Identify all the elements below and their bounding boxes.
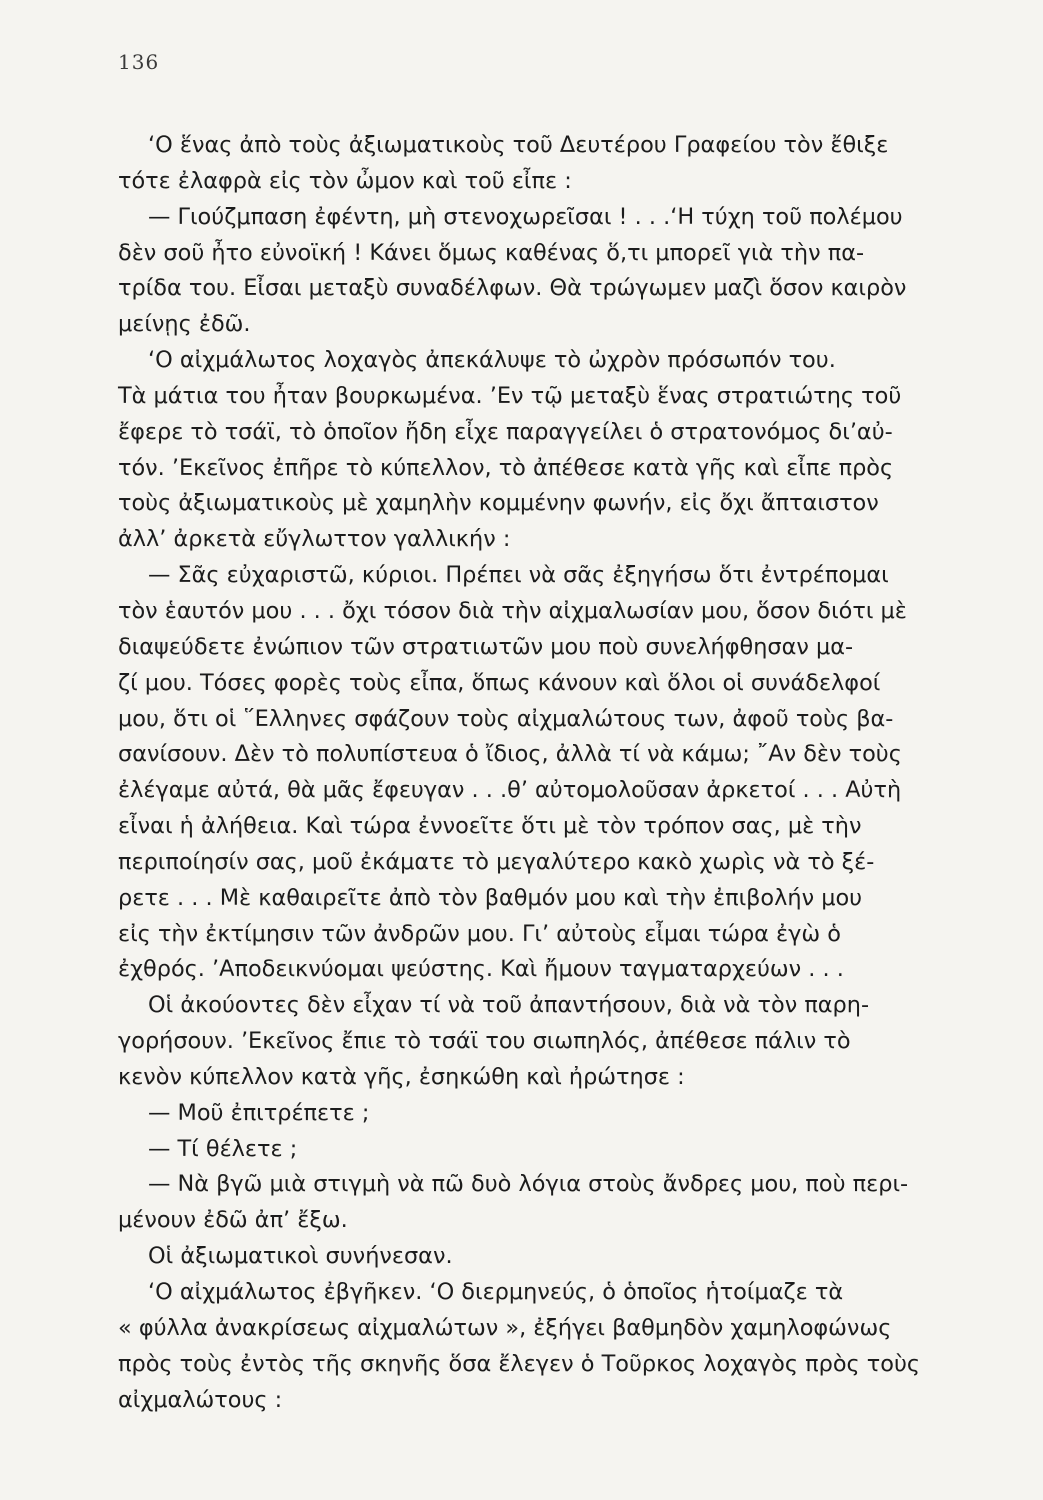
text-line: ἐχθρός. ’Αποδεικνύομαι ψεύστης. Καὶ ἤμουν ταγματαρχεύων . . . [118,956,844,983]
text-line: — Τί θέλετε ; [148,1135,298,1162]
text-line: τρίδα του. Εἶσαι μεταξὺ συναδέλφων. Θὰ τρώγωμεν μαζὶ ὅσον καιρὸν [118,275,907,302]
text-line: ζί μου. Τόσες φορὲς τοὺς εἶπα, ὅπως κάνουν καὶ ὅλοι οἱ συνάδελφοί [118,669,881,696]
text-line: μου, ὅτι οἱ ῞Ελληνες σφάζουν τοὺς αἰχμαλώτους των, ἀφοῦ τοὺς βα- [118,705,894,732]
text-line: μείνῃς ἐδῶ. [118,311,251,338]
text-line: γορήσουν. ’Εκεῖνος ἔπιε τὸ τσάϊ του σιωπηλός, ἀπέθεσε πάλιν τὸ [118,1028,851,1055]
text-line: διαψεύδετε ἐνώπιον τῶν στρατιωτῶν μου ποὺ συνελήφθησαν μα- [118,633,854,660]
text-line: εἰς τὴν ἐκτίμησιν τῶν ἀνδρῶν μου. Γι’ αὐτοὺς εἶμαι τώρα ἐγὼ ὁ [118,920,841,947]
page-number: 136 [118,50,160,74]
text-line: Τὰ μάτια του ἦταν βουρκωμένα. ’Εν τῷ μεταξὺ ἕνας στρατιώτης τοῦ [118,382,902,409]
text-line: — Γιούζμπαση ἐφέντη, μὴ στενοχωρεῖσαι ! . . .‘Η τύχη τοῦ πολέμου [148,203,903,230]
text-line: τόν. ’Εκεῖνος ἐπῆρε τὸ κύπελλον, τὸ ἀπέθεσε κατὰ γῆς καὶ εἶπε πρὸς [118,454,894,481]
text-line: εἶναι ἡ ἀλήθεια. Καὶ τώρα ἐννοεῖτε ὅτι μὲ τὸν τρόπον σας, μὲ τὴν [118,813,862,840]
text-line: περιποίησίν σας, μοῦ ἐκάματε τὸ μεγαλύτερο κακὸ χωρὶς νὰ τὸ ξέ- [118,848,875,875]
text-line: ρετε . . . Μὲ καθαιρεῖτε ἀπὸ τὸν βαθμόν μου καὶ τὴν ἐπιβολήν μου [118,884,863,911]
text-line: — Σᾶς εὐχαριστῶ, κύριοι. Πρέπει νὰ σᾶς ἐξηγήσω ὅτι ἐντρέπομαι [148,562,889,589]
text-line: ἔφερε τὸ τσάϊ, τὸ ὁποῖον ἤδη εἶχε παραγγείλει ὁ στρατονόμος δι’αὐ- [118,418,893,445]
text-line: ‘Ο αἰχμάλωτος ἐβγῆκεν. ‘Ο διερμηνεύς, ὁ ὁποῖος ἡτοίμαζε τὰ [148,1279,844,1305]
text-line: τοὺς ἀξιωματικοὺς μὲ χαμηλὴν κομμένην φωνήν, εἰς ὄχι ἄπταιστον [118,490,879,517]
text-line: « φύλλα ἀνακρίσεως αἰχμαλώτων », ἐξήγει βαθμηδὸν χαμηλοφώνως [118,1314,892,1341]
text-line: αἰχμαλώτους : [118,1386,283,1413]
text-line: — Νὰ βγῶ μιὰ στιγμὴ νὰ πῶ δυὸ λόγια στοὺς ἄνδρες μου, ποὺ περι- [148,1171,909,1198]
body-text [118,128,998,1418]
text-line: Οἱ ἀξιωματικοὶ συνήνεσαν. [148,1243,453,1270]
text-line: τὸν ἑαυτόν μου . . . ὄχι τόσον διὰ τὴν αἰχμαλωσίαν μου, ὅσον διότι μὲ [118,597,907,624]
text-line: μένουν ἐδῶ ἀπ’ ἔξω. [118,1207,348,1234]
text-line: Οἱ ἀκούοντες δὲν εἶχαν τί νὰ τοῦ ἀπαντήσουν, διὰ νὰ τὸν παρη- [148,992,870,1019]
text-line: ἀλλ’ ἀρκετὰ εὔγλωττον γαλλικήν : [118,526,511,553]
text-line: δὲν σοῦ ἦτο εὐνοϊκή ! Κάνει ὅμως καθένας ὅ,τι μπορεῖ γιὰ τὴν πα- [118,239,865,266]
text-line: σανίσουν. Δὲν τὸ πολυπίστευα ὁ ἴδιος, ἀλλὰ τί νὰ κάμω; ῎Αν δὲν τοὺς [118,741,902,768]
text-line: ἐλέγαμε αὐτά, θὰ μᾶς ἔφευγαν . . .θ’ αὐτομολοῦσαν ἀρκετοί . . . Αὐτὴ [118,777,902,804]
text-line: ‘Ο αἰχμάλωτος λοχαγὸς ἀπεκάλυψε τὸ ὠχρὸν πρόσωπόν του. [148,347,836,374]
text-line: τότε ἐλαφρὰ εἰς τὸν ὦμον καὶ τοῦ εἶπε : [118,167,572,194]
text-line: ‘Ο ἕνας ἀπὸ τοὺς ἀξιωματικοὺς τοῦ Δευτέρου Γραφείου τὸν ἔθιξε [148,132,889,158]
text-line: — Μοῦ ἐπιτρέπετε ; [148,1099,370,1126]
text-line: κενὸν κύπελλον κατὰ γῆς, ἐσηκώθη καὶ ἠρώτησε : [118,1063,685,1090]
text-line: πρὸς τοὺς ἐντὸς τῆς σκηνῆς ὅσα ἔλεγεν ὁ Τοῦρκος λοχαγὸς πρὸς τοὺς [118,1350,921,1377]
